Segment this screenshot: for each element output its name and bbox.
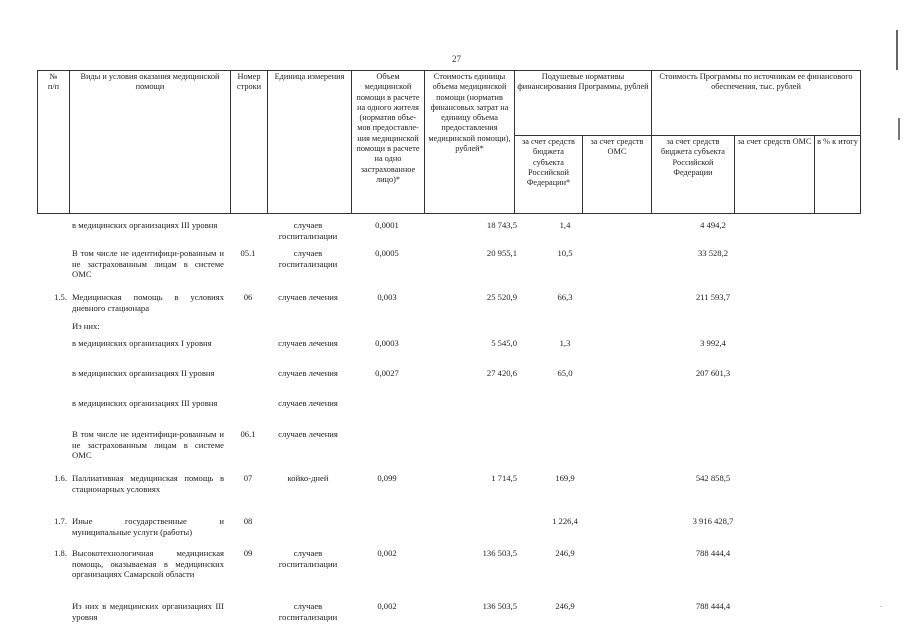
row-line-number: 07: [243, 473, 253, 483]
row-program-budget: 788 444,4: [695, 601, 731, 611]
row-service-name: Иные государственные и муниципальные услуги (работы): [72, 516, 224, 537]
row-unit: случаев лечения: [278, 429, 338, 439]
row-program-budget: 33 528,2: [697, 248, 729, 258]
row-program-budget: 4 494,2: [700, 220, 726, 230]
row-line-number: 09: [243, 548, 253, 558]
row-service-name: Из них в медицинских организациях III уровня: [72, 601, 224, 622]
header-per-capita-oms: за счет средств ОМС: [583, 136, 652, 214]
row-line-number: 06: [243, 292, 253, 302]
row-num: 1.5.: [54, 292, 67, 302]
row-num: 1.7.: [54, 516, 67, 526]
row-per-capita-budget: 65,0: [557, 368, 573, 378]
header-program-cost: Стоимость Программы по источникам ее финансового обеспечения, тыс. рублей: [652, 71, 861, 136]
row-unit: случаев госпитализации: [278, 548, 338, 569]
header-num: № п/п: [38, 71, 70, 214]
row-per-capita-budget: 169,9: [555, 473, 575, 483]
row-service-name: в медицинских организациях II уровня: [72, 368, 215, 378]
row-service-name: в медицинских организациях I уровня: [72, 338, 212, 348]
row-service-name: Из них:: [72, 321, 100, 331]
header-program-budget: за счет средств бюджета субъекта Российской Федерации: [652, 136, 735, 214]
row-num: 1.6.: [54, 473, 67, 483]
row-service-name: Паллиативная медицинская помощь в стационарных условиях: [72, 473, 224, 494]
row-unit-cost: 27 420,6: [486, 368, 517, 378]
header-line-number: Номер строки: [231, 71, 268, 214]
row-per-capita-budget: 1,4: [559, 220, 571, 230]
row-volume: 0,099: [377, 473, 397, 483]
row-unit: случаев госпитализации: [278, 220, 338, 241]
row-line-number: 06.1: [240, 429, 256, 439]
row-unit: случаев госпитализации: [278, 248, 338, 269]
row-unit-cost: 1 714,5: [491, 473, 517, 483]
row-per-capita-budget: 1 226,4: [552, 516, 578, 526]
row-per-capita-budget: 1,3: [559, 338, 571, 348]
header-volume: Объем медицинской помощи в расчете на одного жителя (норматив объе-мов предоставле-ния медицинской помощи в расчете на одно застрахованное лицо)*: [352, 71, 425, 214]
row-line-number: 05.1: [240, 248, 256, 258]
row-unit: случаев лечения: [278, 338, 338, 348]
page-number: 27: [452, 54, 461, 64]
row-volume: 0,0003: [375, 338, 399, 348]
row-program-budget: 788 444,4: [695, 548, 731, 558]
row-program-budget: 3 992,4: [700, 338, 726, 348]
header-program-percent: в % к итогу: [815, 136, 861, 214]
row-service-name: Высокотехнологичная медицинская помощь, оказываемая в медицинских организациях Самарской области: [72, 548, 224, 580]
header-program-oms: за счет средств ОМС: [735, 136, 815, 214]
row-service-name: Медицинская помощь в условиях дневного стационара: [72, 292, 224, 313]
row-unit: койко-дней: [287, 473, 329, 483]
scan-speck: .: [880, 600, 882, 609]
row-service-name: В том числе не идентифици-рованным и не застрахованным лицам в системе ОМС: [72, 429, 224, 461]
row-program-budget: 542 858,5: [695, 473, 731, 483]
row-per-capita-budget: 10,5: [557, 248, 573, 258]
row-unit-cost: 136 503,5: [482, 601, 517, 611]
row-service-name: в медицинских организациях III уровня: [72, 220, 218, 230]
row-unit: случаев госпитализации: [278, 601, 338, 622]
row-volume: 0,002: [377, 548, 397, 558]
row-unit-cost: 136 503,5: [482, 548, 517, 558]
header-per-capita-budget: за счет средств бюджета субъекта Российской Федерации*: [515, 136, 583, 214]
row-unit-cost: 25 520,9: [486, 292, 517, 302]
row-unit-cost: 18 743,5: [486, 220, 517, 230]
header-service-type: Виды и условия оказания медицинской помощи: [70, 71, 231, 214]
row-unit-cost: 5 545,0: [491, 338, 517, 348]
row-program-budget: 3 916 428,7: [692, 516, 734, 526]
row-volume: 0,0027: [375, 368, 399, 378]
header-unit-cost: Стоимость единицы объема медицинской помощи (норматив финансовых затрат на единицу объема предоставления медицинской помощи), рублей*: [425, 71, 515, 214]
row-num: 1.8.: [54, 548, 67, 558]
row-unit: случаев лечения: [278, 292, 338, 302]
row-service-name: В том числе не идентифици-рованным и не застрахованным лицам в системе ОМС: [72, 248, 224, 280]
row-per-capita-budget: 246,9: [555, 601, 575, 611]
row-service-name: в медицинских организациях III уровня: [72, 398, 218, 408]
row-program-budget: 207 601,3: [695, 368, 731, 378]
row-volume: 0,003: [377, 292, 397, 302]
row-unit: случаев лечения: [278, 368, 338, 378]
header-unit: Единица измерения: [268, 71, 352, 214]
row-unit: случаев лечения: [278, 398, 338, 408]
row-program-budget: 211 593,7: [695, 292, 731, 302]
row-unit-cost: 20 955,1: [486, 248, 517, 258]
row-per-capita-budget: 66,3: [557, 292, 573, 302]
row-line-number: 08: [243, 516, 253, 526]
header-per-capita: Подушевые нормативы финансирования Программы, рублей: [515, 71, 652, 136]
row-volume: 0,0005: [375, 248, 399, 258]
row-per-capita-budget: 246,9: [555, 548, 575, 558]
row-volume: 0,0001: [375, 220, 399, 230]
row-volume: 0,002: [377, 601, 397, 611]
